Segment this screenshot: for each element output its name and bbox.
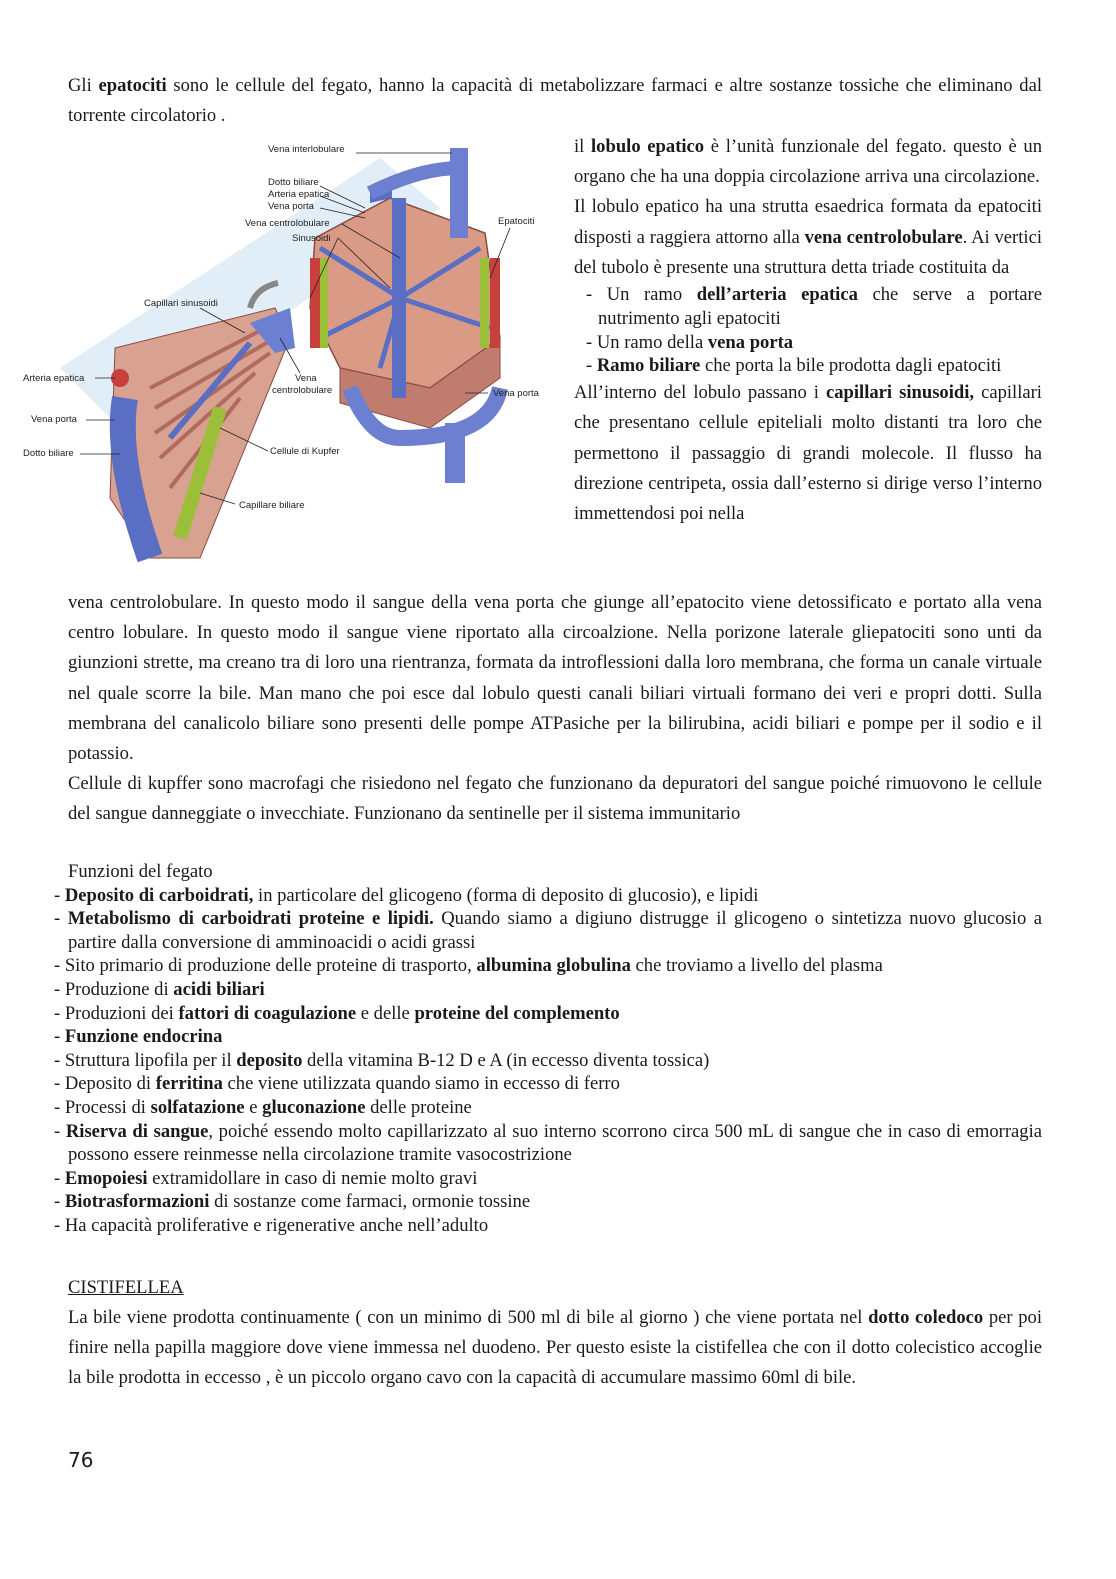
funzioni-item-bold: Biotrasformazioni	[64, 1191, 210, 1213]
funzioni-item-text: - Produzione di	[54, 978, 174, 1000]
funzioni-item-bold: Metabolismo di carboidrati proteine e lipidi.	[67, 908, 434, 930]
funzioni-title: Funzioni del fegato	[68, 861, 213, 882]
funzioni-item-bold: Emopoiesi	[64, 1167, 148, 1189]
funzioni-item-text: di sostanze come farmaci, ormonie tossine	[209, 1191, 531, 1213]
bold: Ramo biliare	[596, 355, 701, 377]
funzioni-item-text: - Struttura lipofila per il	[54, 1049, 237, 1071]
funzioni-item	[40, 1167, 1042, 1191]
label-dotto-biliare-top: Dotto biliare	[268, 177, 319, 188]
funzioni-item-bold: albumina globulina	[476, 955, 631, 977]
text: - Un ramo della	[586, 331, 708, 353]
funzioni-item	[40, 978, 1042, 1002]
lobulo-p1	[574, 132, 1042, 192]
label-vena-centrolobulare-top: Vena centrolobulare	[245, 218, 330, 229]
label-epatociti: Epatociti	[498, 216, 535, 227]
funzioni-item	[40, 907, 1042, 954]
bold: dotto coledoco	[868, 1307, 984, 1328]
funzioni-item-text: - Sito primario di produzione delle proteine di trasporto,	[54, 955, 477, 977]
funzioni-item-bold: Riserva di sangue	[65, 1120, 209, 1142]
label-capillari-sinusoidi: Capillari sinusoidi	[144, 298, 218, 309]
funzioni-item	[40, 1120, 1042, 1167]
funzioni-item-bold: Deposito di carboidrati,	[64, 884, 254, 906]
funzioni-item-bold: gluconazione	[262, 1096, 366, 1118]
label-dotto-biliare-left: Dotto biliare	[23, 448, 74, 459]
funzioni-item-text: - Processi di	[54, 1096, 151, 1118]
funzioni-item-text: in particolare del glicogeno (forma di deposito di glucosio), e lipidi	[253, 884, 759, 906]
funzioni-item-text: Quando siamo a digiuno distrugge il glicogeno o sintetizza nuovo glucosio a partire dalla conversione di amminoacidi o acidi grassi	[68, 908, 1042, 953]
funzioni-item-text: e	[244, 1096, 263, 1118]
lobulo-p3	[574, 378, 1042, 529]
label-arteria-epatica-left: Arteria epatica	[23, 373, 85, 384]
label-arteria-epatica-top: Arteria epatica	[268, 189, 330, 200]
label-vena-interlobulare: Vena interlobulare	[268, 144, 345, 155]
funzioni-item-text: - Ha capacità proliferative e rigenerative anche nell’adulto	[54, 1214, 489, 1236]
funzioni-item-text: - Deposito di	[54, 1073, 156, 1095]
funzioni-item-text: -	[54, 1120, 66, 1142]
funzioni-item-text: che troviamo a livello del plasma	[630, 955, 883, 977]
lobule-wedge-section	[110, 308, 295, 558]
funzioni-item-text: , poiché essendo molto capillarizzato al suo interno scorrono circa 500 mL di sangue che in caso di emorragia possono essere reinmesse nella circolazione tramite vasocostrizione	[68, 1120, 1042, 1166]
bullet-vena-porta	[574, 331, 1042, 355]
label-cellule-kupfer: Cellule di Kupfer	[270, 446, 340, 457]
funzioni-item-text: e delle	[356, 1002, 415, 1024]
funzioni-item	[40, 884, 1042, 908]
liver-lobule-figure	[20, 138, 548, 570]
bullet-arteria	[574, 283, 1042, 331]
intro-text: Gli	[68, 75, 99, 96]
funzioni-item-text: -	[54, 1026, 65, 1048]
funzioni-list	[40, 860, 1042, 1238]
funzioni-item-bold: fattori di coagulazione	[178, 1002, 357, 1024]
label-vena-centro-2: centrolobulare	[272, 385, 333, 396]
intro-paragraph	[68, 71, 1042, 131]
funzioni-item	[40, 1096, 1042, 1120]
bold: dell’arteria epatica	[696, 284, 858, 306]
text: il	[574, 136, 592, 157]
funzioni-item-text: -	[54, 884, 65, 906]
funzioni-item-text: - Produzioni dei	[54, 1002, 179, 1024]
label-vena-porta-right: Vena porta	[493, 388, 539, 399]
kupffer-paragraph: Cellule di kupffer sono macrofagi che risiedono nel fegato che funzionano da depuratori del sangue poiché rimuovono le cellule del sangue danneggiate o invecchiate. Funzionano da sentinelle per il sistema immunitario	[68, 773, 1042, 825]
funzioni-item-bold: Funzione endocrina	[64, 1026, 223, 1048]
text: All’interno del lobulo passano i	[574, 382, 826, 404]
funzioni-item-text: delle proteine	[365, 1096, 472, 1118]
funzioni-item-bold: solfatazione	[150, 1096, 245, 1118]
lobulo-column	[574, 132, 1042, 529]
intro-bold: epatociti	[98, 75, 167, 96]
bold: capillari sinusoidi,	[825, 382, 975, 404]
text: che serve a portare nutrimento agli epatociti	[598, 284, 1042, 329]
text: per poi finire nella papilla maggiore dove viene immessa nel duodeno. Per questo esiste la cistifellea che con il dotto colecistico accoglie la bile prodotta in eccesso , è un piccolo organo cavo con la capacità di accumulare massimo 60ml di bile.	[68, 1307, 1042, 1389]
text: . Ai vertici del tubolo è presente una struttura detta triade costituita da	[574, 226, 1042, 278]
liver-lobule-illustration	[20, 138, 548, 570]
text: La bile viene prodotta continuamente ( con un minimo di 500 ml di bile al giorno ) che viene portata nel	[68, 1307, 869, 1328]
funzioni-item-bold: proteine del complemento	[414, 1002, 620, 1024]
text: che porta la bile prodotta dagli epatociti	[700, 355, 1002, 377]
funzioni-item-text: extramidollare in caso di nemie molto gravi	[147, 1167, 478, 1189]
funzioni-item	[40, 1049, 1042, 1073]
text: Il lobulo epatico ha una strutta esaedrica formata da epatociti disposti a raggiera attorno alla	[574, 196, 1042, 248]
funzioni-item-text: -	[54, 908, 68, 930]
label-vena-centro-1: Vena	[295, 373, 317, 384]
bold: lobulo epatico	[591, 136, 705, 157]
funzioni-item	[40, 1072, 1042, 1096]
intro-text-end: sono le cellule del fegato, hanno la capacità di metabolizzare farmaci e altre sostanze tossiche che eliminano dal torrente circolatorio .	[68, 75, 1042, 127]
funzioni-item	[40, 1025, 1042, 1049]
funzioni-item	[40, 1002, 1042, 1026]
text: capillari che presentano cellule epiteliali molto distanti tra loro che permettono il passaggio di grandi molecole. Il flusso ha direzione centripeta, ossia dall’esterno si dirige verso l’interno immettendosi poi nella	[574, 382, 1042, 525]
label-vena-porta-top: Vena porta	[268, 201, 314, 212]
continuation-paragraph: vena centrolobulare. In questo modo il sangue della vena porta che giunge all’epatocito viene detossificato e portato alla vena centro lobulare. In questo modo il sangue viene riportato alla circoalzione. Nella porizone laterale gliepatociti sono unti da giunzioni strette, ma creano tra di loro una rientranza, formata da introflessioni dalla loro membrana, che forma un canale virtuale nel quale scorre la bile. Man mano che poi esce dal lobulo questi canali biliari virtuali formano dei veri e propri dotti. Sulla membrana del canalicolo biliare sono presenti delle pompe ATPasiche per la bilirubina, acidi biliari e pompe per il sodio e il potassio.	[68, 592, 1042, 765]
lobulo-p2	[574, 192, 1042, 283]
label-capillare-biliare: Capillare biliare	[239, 500, 305, 511]
funzioni-item	[40, 954, 1042, 978]
funzioni-item-text: -	[54, 1191, 65, 1213]
funzioni-item	[40, 1214, 1042, 1238]
bullet-ramo-biliare	[574, 354, 1042, 378]
funzioni-item-text: che viene utilizzata quando siamo in eccesso di ferro	[222, 1073, 620, 1095]
text: - Un ramo	[586, 284, 697, 306]
funzioni-item-text: -	[54, 1167, 65, 1189]
label-sinusoidi: Sinusoidi	[292, 233, 331, 244]
label-vena-porta-left: Vena porta	[31, 414, 77, 425]
funzioni-items	[40, 884, 1042, 1238]
funzioni-item	[40, 1190, 1042, 1214]
page-number: 76	[68, 1448, 94, 1472]
funzioni-item-text: della vitamina B-12 D e A (in eccesso diventa tossica)	[302, 1049, 710, 1071]
text: è l’unità funzionale del fegato. questo è un organo che ha una doppia circolazione arriva una circolazione.	[574, 136, 1042, 188]
cistifellea-title: CISTIFELLEA	[68, 1277, 184, 1298]
funzioni-item-bold: deposito	[236, 1049, 303, 1071]
cistifellea-paragraph	[68, 1303, 1042, 1394]
funzioni-item-bold: acidi biliari	[173, 978, 265, 1000]
bold: vena centrolobulare	[804, 226, 963, 248]
text: -	[586, 355, 597, 377]
funzioni-item-bold: ferritina	[155, 1073, 223, 1095]
bold: vena porta	[707, 331, 794, 353]
